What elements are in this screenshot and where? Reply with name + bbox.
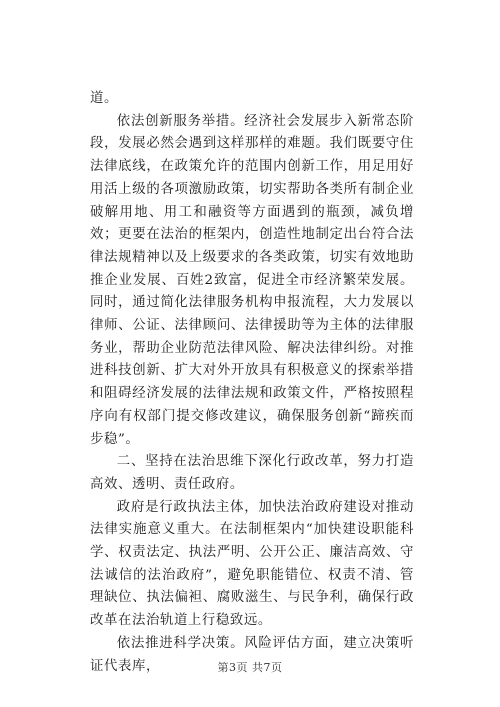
section-heading-administrative-reform: 二、坚持在法治思维下深化行政改革，努力打造高效、透明、责任政府。 bbox=[90, 454, 414, 492]
paragraph-scientific-decision: 依法推进科学决策。风险评估方面，建立决策听证代表库， bbox=[90, 635, 414, 674]
paragraph-continuation: 道。 bbox=[90, 91, 118, 106]
page-footer: 第3页 共7页 bbox=[217, 661, 283, 674]
document-body bbox=[90, 88, 414, 678]
paragraph-service-innovation: 依法创新服务举措。经济社会发展步入新常态阶段，发展必然会遇到这样那样的难题。我们既要守住法律底线，在政策允许的范围内创新工作，用足用好用活上级的各项激励政策，切实帮助各类所有制企业破解用地、用工和融资等方面遇到的瓶颈，减负增效；更要在法治的框架内，创造性地制定出台符合法律法规精神以及上级要求的各类政策，切实有效地助推企业发展、百姓2致富，促进全市经济繁荣发展。同时，通过简化法律服务机构申报流程，大力发展以律师、公证、法律顾问、法律援助等为主体的法律服务业，帮助企业防范法律风险、解决法律纠纷。对推进科技创新、扩大对外开放具有积极意义的探索举措和阻碍经济发展的法律法规和政策文件，严格按照程序向有权部门提交修改建议，确保服务创新“蹄疾而步稳”。 bbox=[90, 113, 414, 447]
paragraph-rule-of-law-government: 政府是行政执法主体，加快法治政府建设对推动法律实施意义重大。在法制框架内“加快建设职能科学、权责法定、执法严明、公开公正、廉洁高效、守法诚信的法治政府”，避免职能错位、权责不清、管理缺位、执法偏袒、腐败滋生、与民争利，确保行政改革在法治轨道上行稳致远。 bbox=[90, 499, 414, 629]
